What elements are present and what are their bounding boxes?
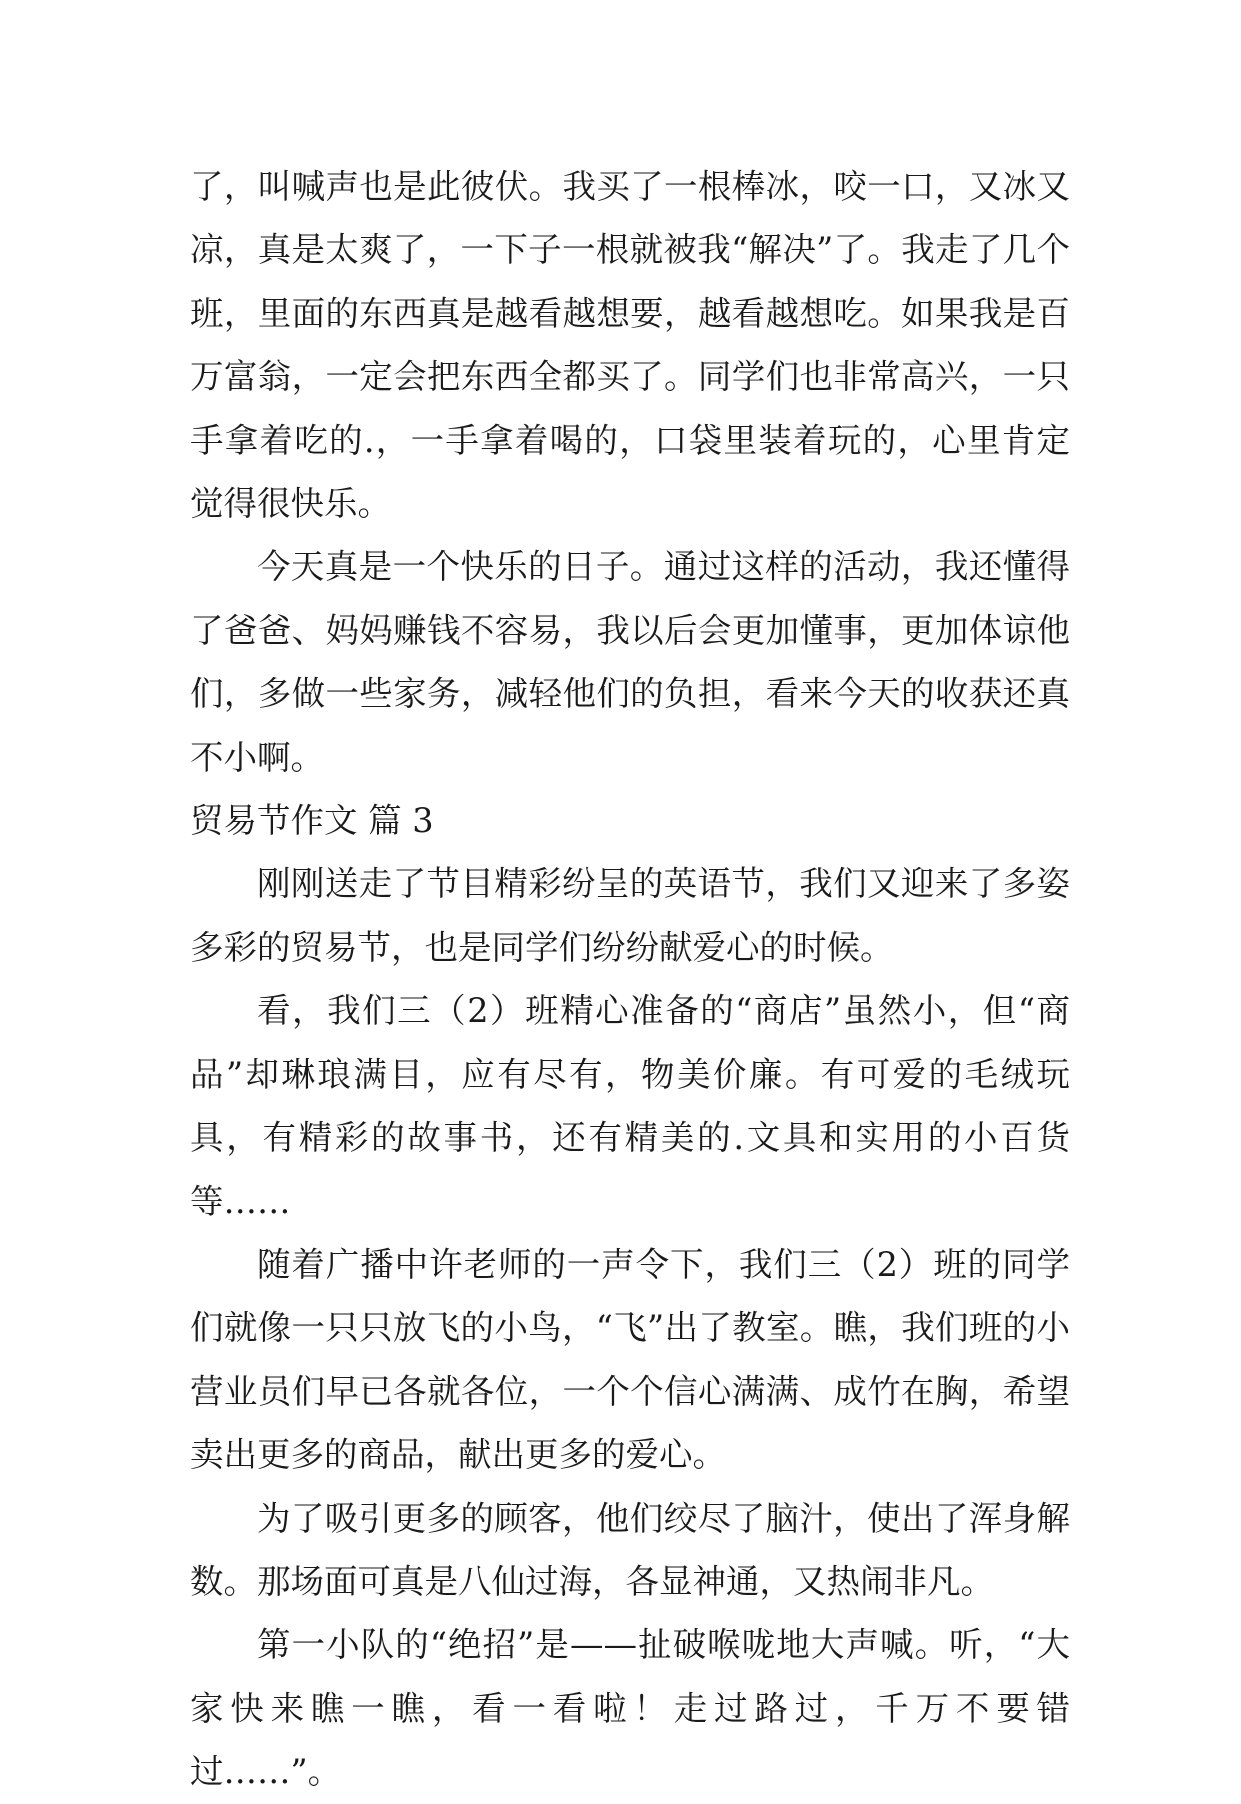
document-body	[190, 155, 1070, 1804]
paragraph: 第一小队的“绝招”是——扯破喉咙地大声喊。听，“大家快来瞧一瞧，看一看啦！走过路过，千万不要错过……”。	[190, 1625, 1070, 1792]
paragraph: 看，我们三（2）班精心准备的“商店”虽然小，但“商品”却琳琅满目，应有尽有，物美价廉。有可爱的毛绒玩具，有精彩的故事书，还有精美的.文具和实用的小百货等……	[190, 991, 1070, 1221]
paragraph: 今天真是一个快乐的日子。通过这样的活动，我还懂得了爸爸、妈妈赚钱不容易，我以后会更加懂事，更加体谅他们，多做一些家务，减轻他们的负担，看来今天的收获还真不小啊。	[190, 547, 1070, 777]
paragraph: 刚刚送走了节目精彩纷呈的英语节，我们又迎来了多姿多彩的贸易节，也是同学们纷纷献爱心的时候。	[190, 864, 1070, 967]
paragraph: 为了吸引更多的顾客，他们绞尽了脑汁，使出了浑身解数。那场面可真是八仙过海，各显神通，又热闹非凡。	[190, 1498, 1070, 1601]
section-title: 贸易节作文 篇 3	[190, 801, 434, 841]
paragraph: 了，叫喊声也是此彼伏。我买了一根棒冰，咬一口，又冰又凉，真是太爽了，一下子一根就被我“解决”了。我走了几个班，里面的东西真是越看越想要，越看越想吃。如果我是百万富翁，一定会把东西全都买了。同学们也非常高兴，一只手拿着吃的.，一手拿着喝的，口袋里装着玩的，心里肯定觉得很快乐。	[190, 167, 1070, 524]
paragraph: 随着广播中许老师的一声令下，我们三（2）班的同学们就像一只只放飞的小鸟，“飞”出了教室。瞧，我们班的小营业员们早已各就各位，一个个信心满满、成竹在胸，希望卖出更多的商品，献出更多的爱心。	[190, 1244, 1070, 1475]
